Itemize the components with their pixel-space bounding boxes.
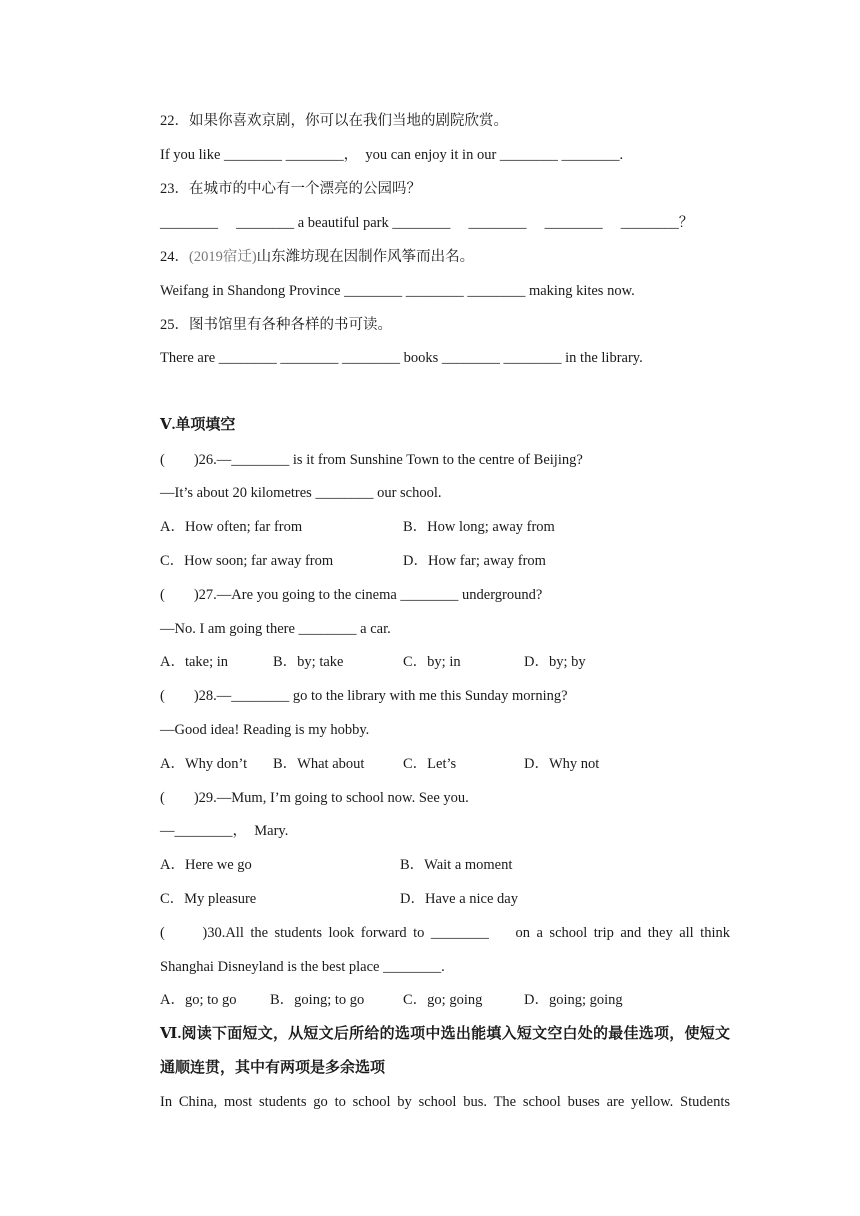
q28-reply: —Good idea! Reading is my hobby. — [160, 722, 370, 738]
q30-option-d: D．going; going — [524, 992, 623, 1008]
q26-option-a: A．How often; far from — [160, 519, 303, 535]
q24-number: 24． — [160, 249, 189, 265]
q25-answer-line: There are ________ ________ ________ books ________ ________ in the library. — [160, 350, 643, 366]
q29-option-c: C．My pleasure — [160, 891, 257, 907]
q29-option-a: A．Here we go — [160, 857, 252, 873]
section-6-title-line-2: 通顺连贯，其中有两项是多余选项 — [160, 1060, 386, 1076]
q27-option-c: C．by; in — [403, 654, 461, 670]
q28-option-c: C．Let’s — [403, 756, 457, 772]
q27-option-d: D．by; by — [524, 654, 586, 670]
q22-answer-line: If you like ________ ________， you can enjoy it in our ________ ________. — [160, 147, 624, 163]
q29-option-d: D．Have a nice day — [400, 891, 518, 907]
q30-reply: Shanghai Disneyland is the best place ________. — [160, 959, 445, 975]
section-6-title-line-1: Ⅵ.阅读下面短文，从短文后所给的选项中选出能填入短文空白处的最佳选项，使短文 — [160, 1026, 730, 1042]
q24-prompt: 山东潍坊现在因制作风筝而出名。 — [256, 249, 475, 265]
passage-line-1: In China, most students go to school by school bus. The school buses are yellow. Students — [160, 1094, 730, 1110]
q28-option-a: A．Why don’t — [160, 756, 248, 772]
q23-answer-line: ________ ________ a beautiful park ________ ________ ________ ________？ — [160, 215, 694, 231]
q30-option-c: C．go; going — [403, 992, 483, 1008]
q27-option-a: A．take; in — [160, 654, 229, 670]
q26-option-d: D．How far; away from — [403, 553, 546, 569]
q24-prompt-line — [160, 247, 474, 267]
q27-reply: —No. I am going there ________ a car. — [160, 621, 391, 637]
q28-option-d: D．Why not — [524, 756, 600, 772]
q25-prompt: 25．图书馆里有各种各样的书可读。 — [160, 317, 392, 333]
q26-option-b: B．How long; away from — [403, 519, 555, 535]
q22-prompt: 22．如果你喜欢京剧，你可以在我们当地的剧院欣赏。 — [160, 113, 508, 129]
q27-stem: ( )27.—Are you going to the cinema ________ underground? — [160, 587, 543, 603]
q24-answer-line: Weifang in Shandong Province ________ ________ ________ making kites now. — [160, 283, 635, 299]
q30-option-a: A．go; to go — [160, 992, 237, 1008]
q27-option-b: B．by; take — [273, 654, 344, 670]
section-5-title: Ⅴ.单项填空 — [160, 417, 236, 433]
q26-option-c: C．How soon; far away from — [160, 553, 334, 569]
q26-reply: —It’s about 20 kilometres ________ our school. — [160, 485, 442, 501]
q30-stem: ( )30.All the students look forward to ________ on a school trip and they all think — [160, 925, 730, 941]
q30-option-b: B．going; to go — [270, 992, 365, 1008]
q28-option-b: B．What about — [273, 756, 365, 772]
q29-reply: —________， Mary. — [160, 823, 289, 839]
q28-stem: ( )28.—________ go to the library with me this Sunday morning? — [160, 688, 568, 704]
q29-stem: ( )29.—Mum, I’m going to school now. See you. — [160, 790, 469, 806]
q24-source: (2019宿迁) — [189, 249, 257, 265]
q23-prompt: 23．在城市的中心有一个漂亮的公园吗？ — [160, 181, 421, 197]
q26-stem: ( )26.—________ is it from Sunshine Town to the centre of Beijing? — [160, 452, 583, 468]
q29-option-b: B．Wait a moment — [400, 857, 513, 873]
